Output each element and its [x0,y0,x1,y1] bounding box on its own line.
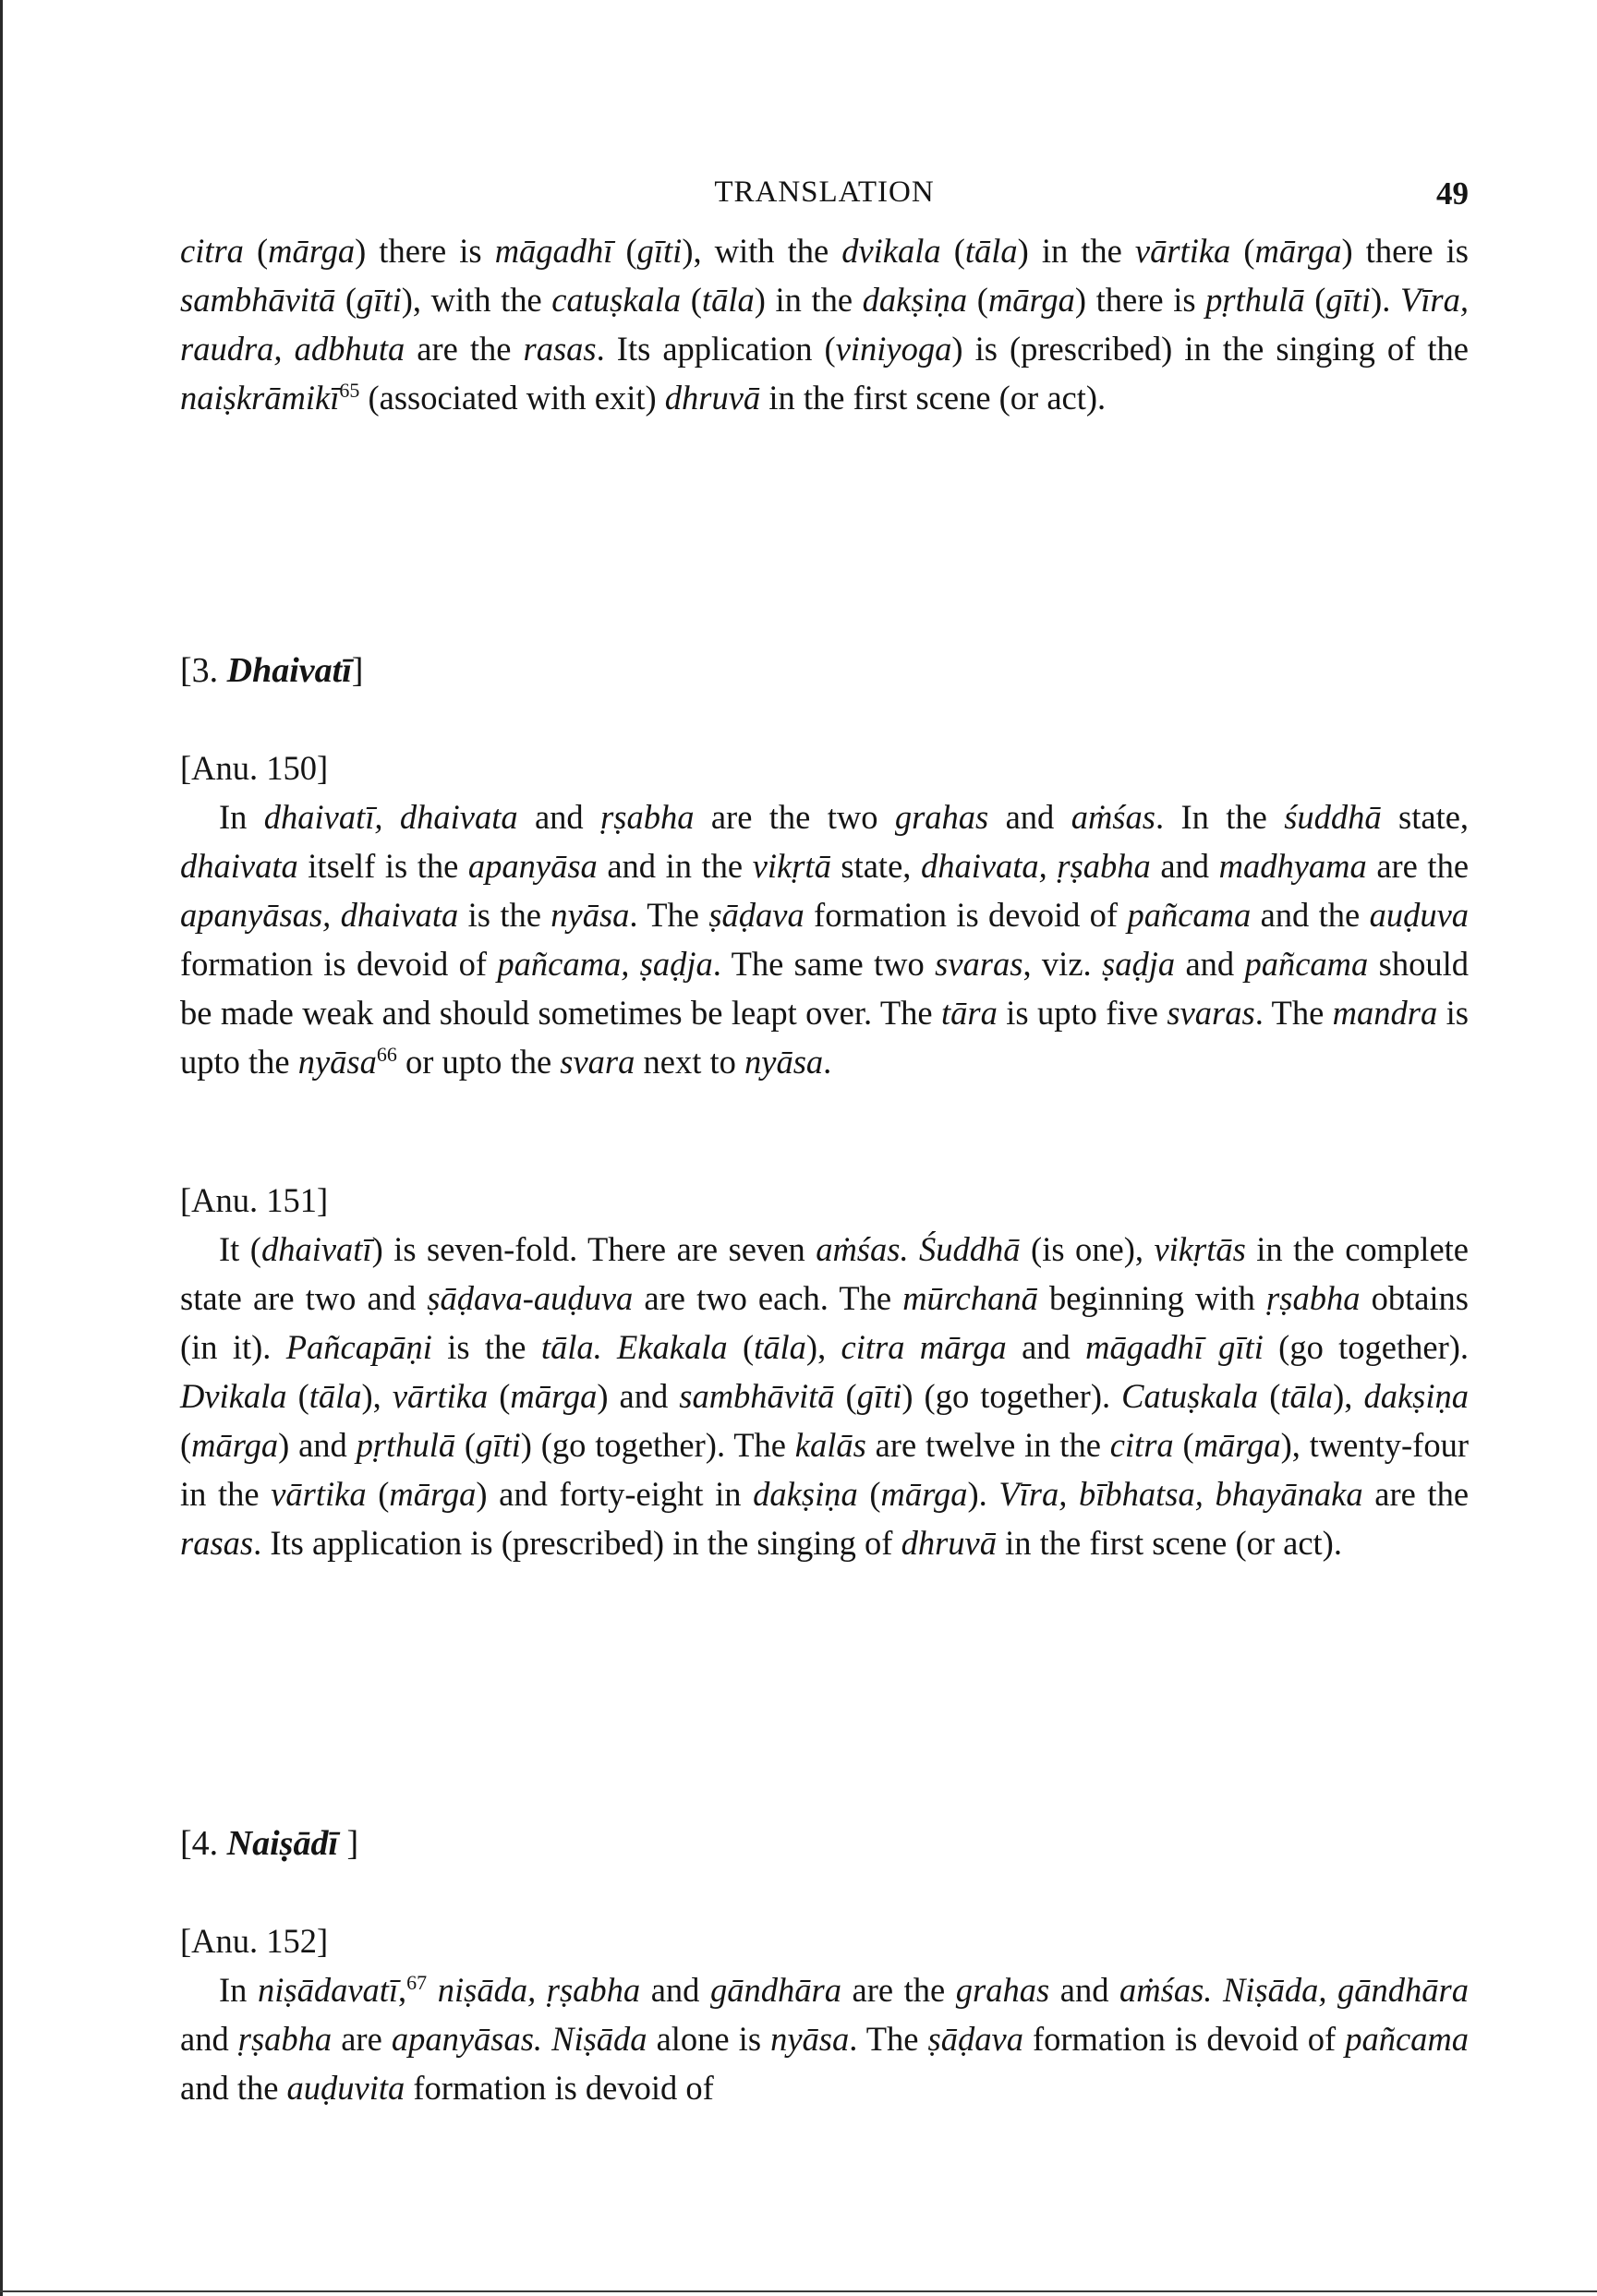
italic-term: gīti [1325,281,1372,319]
anu-152-label: [Anu. 152] [180,1922,329,1960]
text-run: and [1049,1971,1119,2009]
italic-term: apanyāsas, dhaivata [180,896,459,934]
text-run: are the [1366,847,1470,885]
text-run: ( [243,232,269,270]
text-run: ), with the [401,281,552,319]
text-run: (go together). [1263,1328,1470,1366]
italic-term: Vīra, bībhatsa, bhayānaka [998,1475,1363,1513]
text-run: It ( [219,1230,261,1268]
text-run: ), [805,1328,841,1366]
italic-term: ṛṣabha [600,798,695,836]
italic-term: ṣāḍava [708,896,805,934]
italic-term: aṁśas. Niṣāda, gāndhāra [1119,1971,1470,2009]
text-run: state, [1381,798,1470,836]
text-run: ( [612,232,637,270]
text-run: . In the [1155,798,1285,836]
italic-term: sambhāvitā [180,281,336,319]
text-run: ) in the [1017,232,1135,270]
text-run: and [1150,847,1219,885]
text-run: ( [857,1475,881,1513]
text-run: is upto five [997,994,1168,1032]
italic-term: dvikala [841,232,941,270]
text-run: and [988,798,1071,836]
italic-term: Catuṣkala [1121,1377,1259,1415]
text-run: next to [635,1043,744,1081]
text-run: ( [335,281,357,319]
italic-term: dakṣiṇa [753,1475,858,1513]
italic-term: māgadhī gīti [1085,1328,1264,1366]
text-run: and [180,2020,238,2058]
italic-term: śuddhā [1284,798,1382,836]
italic-term: mārga [1254,232,1342,270]
italic-term: nyāsa [744,1043,824,1081]
italic-term: tāra [940,994,998,1032]
text-run: ] [351,651,364,690]
italic-term: nyāsa [550,896,630,934]
text-run: ( [967,281,988,319]
text-run: are two each. The [633,1279,903,1317]
anu-150-text-block [180,792,1469,1086]
italic-term: svaras [935,945,1023,983]
text-run: ( [1258,1377,1281,1415]
text-run: and [1175,945,1245,983]
text-run: . The [1254,994,1333,1032]
text-run: ) is (prescribed) in the singing of the [951,330,1469,368]
text-run: ) there is [1341,232,1470,270]
italic-term: mārga [389,1475,477,1513]
italic-term: grahas [955,1971,1050,2009]
text-run: formation is devoid of [1022,2020,1346,2058]
italic-term: vārtika [271,1475,367,1513]
text-run: ) and forty-eight in [476,1475,754,1513]
text-run: . [823,1043,832,1081]
text-run: . Its application is (prescribed) in the singing of [253,1524,901,1562]
italic-term: mandra [1332,994,1438,1032]
text-run: ( [1230,232,1255,270]
italic-term: gāndhāra [709,1971,841,2009]
italic-term: Dhaivatī [226,651,352,690]
text-run: ( [1173,1426,1194,1464]
text-run: and [1006,1328,1086,1366]
italic-term: Pañcapāṇi [285,1328,432,1366]
italic-term: auḍuva [1369,896,1470,934]
italic-term: aṁśas [1071,798,1155,836]
text-run: ( [488,1377,511,1415]
italic-term: mārga [880,1475,968,1513]
italic-term: apanyāsas. Niṣāda [391,2020,647,2058]
text-run: state, [830,847,921,885]
italic-term: mārga [268,232,356,270]
text-run: ) and [597,1377,680,1415]
footnote-ref: 67 [406,1970,428,1994]
italic-term: vikṛtā [752,847,831,885]
italic-term: dakṣiṇa [862,281,968,319]
italic-term: mārga [987,281,1075,319]
italic-term: dhaivatī, dhaivata [263,798,518,836]
italic-term: svara [560,1043,635,1081]
text-run: is the [431,1328,541,1366]
italic-term: vikṛtās [1154,1230,1246,1268]
italic-term: gīti [636,232,683,270]
italic-term: viniyoga [835,330,952,368]
italic-term: dhruvā [901,1524,997,1562]
section-heading-naisadi [180,1819,1469,1868]
text-run: ), [1333,1377,1364,1415]
text-run: ), with the [682,232,842,270]
text-run: ( [1304,281,1326,319]
italic-term: mūrchanā [902,1279,1038,1317]
text-run: in the first scene (or act). [760,379,1107,417]
text-run: and the [1251,896,1370,934]
italic-term: auḍuvita [286,2069,405,2107]
italic-term: rasas [180,1524,254,1562]
italic-term: naiṣkrāmikī [180,379,340,417]
italic-term: gīti [357,281,402,319]
italic-term: niṣādavatī [257,1971,399,2009]
text-run: in the complete state are two and [180,1230,1469,1317]
text-run: ) in the [754,281,863,319]
anu-151-text-block [180,1225,1469,1567]
text-run: ( [180,1426,192,1464]
text-run: and [517,798,601,836]
text-run: , viz. [1022,945,1102,983]
anu-150-paragraph [180,792,1469,1086]
italic-term: Dvikala [180,1377,287,1415]
text-run: and in the [597,847,753,885]
text-run: ) (go together). The [520,1426,795,1464]
italic-term: grahas [894,798,989,836]
italic-term: apanyāsa [467,847,598,885]
anu-152-paragraph [180,1965,1469,2112]
text-run: ) (go together). [901,1377,1122,1415]
text-run: ) and [278,1426,357,1464]
text-run: [3. [180,651,227,690]
text-run: ( [940,232,965,270]
text-run: should be made weak and should sometimes be leapt over. The [180,945,1469,1032]
italic-term: tāla [701,281,755,319]
running-head: TRANSLATION [714,175,935,209]
italic-term: nyāsa [770,2020,850,2058]
text-run: is upto the [180,994,1469,1081]
footnote-ref: 66 [376,1042,397,1066]
text-run: [4. [180,1824,227,1863]
italic-term: vārtika [392,1377,489,1415]
italic-term: aṁśas. Śuddhā [816,1230,1021,1268]
text-run [427,1971,438,2009]
text-run: . The [849,2020,928,2058]
text-run: or upto the [396,1043,561,1081]
italic-term: niṣāda, ṛṣabha [437,1971,641,2009]
text-run: is the [458,896,551,934]
text-run: are the [841,1971,956,2009]
text-run: ). [1371,281,1400,319]
text-run: . The same two [712,945,936,983]
italic-term: citra mārga [841,1328,1007,1366]
italic-term: ṛṣabha [237,2020,333,2058]
text-run: ), twenty-four in the [180,1426,1469,1513]
italic-term: dhaivata, ṛṣabha [920,847,1151,885]
anu-152-text-block [180,1965,1469,2112]
text-run: . Its application ( [596,330,836,368]
text-run: (associated with exit) [359,379,665,417]
italic-term: dhaivatī [260,1230,372,1268]
text-run: ( [366,1475,390,1513]
italic-term: pañcama [1127,896,1252,934]
text-run: ] [338,1824,359,1863]
italic-term: tāla [1280,1377,1334,1415]
text-run: (is one), [1020,1230,1155,1268]
text-run: formation is devoid of [405,2069,714,2107]
italic-term: vārtika [1134,232,1231,270]
text-run: and the [180,2069,287,2107]
italic-term: dhruvā [664,379,761,417]
italic-term: māgadhī [494,232,613,270]
italic-term: pṛthulā [1205,281,1305,319]
text-run: itself is the [297,847,468,885]
text-run: and [640,1971,710,2009]
text-run: are the [405,330,524,368]
italic-term: dhaivata [180,847,298,885]
italic-term: pañcama [1244,945,1369,983]
italic-term: pṛthulā [356,1426,456,1464]
text-run: ( [286,1377,309,1415]
text-run: ( [727,1328,755,1366]
text-run: are the two [694,798,895,836]
italic-term: svaras [1167,994,1255,1032]
italic-term: nyāsa [297,1043,377,1081]
text-run: ), [361,1377,393,1415]
scan-left-edge [0,0,3,2296]
italic-term: ṣāḍava [927,2020,1023,2058]
anu-150-label: [Anu. 150] [180,749,329,787]
text-run: ( [455,1426,477,1464]
text-run: ) there is [355,232,495,270]
italic-term: tāla. Ekakala [540,1328,728,1366]
text-run: in the first scene (or act). [996,1524,1342,1562]
italic-term: dakṣiṇa [1363,1377,1469,1415]
italic-term: ṣaḍja [1101,945,1176,983]
text-run: formation is devoid of [804,896,1128,934]
italic-term: rasas [523,330,597,368]
section-heading-dhaivati [180,647,1469,695]
italic-term: ṣāḍava-auḍuva [427,1279,634,1317]
italic-term: mārga [510,1377,598,1415]
italic-term: ṛṣabha [1266,1279,1361,1317]
text-run: ). [967,1475,999,1513]
italic-term: gīti [856,1377,902,1415]
italic-term: Vīra, raudra, adbhuta [180,281,1469,368]
italic-term: mārga [1193,1426,1281,1464]
anu-151-label: [Anu. 151] [180,1181,329,1219]
text-run: are twelve in the [865,1426,1110,1464]
italic-term: mārga [191,1426,279,1464]
italic-term: sambhāvitā [679,1377,835,1415]
italic-term: citra [1109,1426,1174,1464]
italic-term: citra [180,232,244,270]
text-run: obtains (in it). [180,1279,1470,1366]
text-run: ) there is [1074,281,1206,319]
text-run: ) is seven-fold. There are seven [371,1230,817,1268]
text-run: alone is [647,2020,771,2058]
page-number: 49 [1436,175,1469,211]
italic-term: tāla [964,232,1018,270]
italic-term: madhyama [1218,847,1367,885]
text-run: are [332,2020,392,2058]
footnote-ref: 65 [339,378,360,402]
italic-term: tāla [754,1328,806,1366]
italic-term: kalās [794,1426,866,1464]
text-run: beginning with [1037,1279,1267,1317]
text-run: , [398,1971,407,2009]
anu-151-paragraph [180,1225,1469,1567]
text-run: In [219,798,264,836]
text-run: ( [834,1377,857,1415]
text-run: In [219,1971,258,2009]
scan-bottom-edge [0,2290,1597,2292]
page-header [180,175,1469,216]
italic-term: Naiṣādī [226,1824,339,1863]
text-run: are the [1362,1475,1470,1513]
top-paragraph [180,226,1469,422]
italic-term: pañcama, ṣaḍja [497,945,713,983]
italic-term: catuṣkala [551,281,682,319]
text-run: ( [681,281,702,319]
italic-term: tāla [309,1377,362,1415]
top-paragraph-block [180,226,1469,422]
italic-term: gīti [476,1426,521,1464]
text-run: formation is devoid of [180,945,498,983]
italic-term: pañcama [1345,2020,1470,2058]
text-run: . The [629,896,709,934]
